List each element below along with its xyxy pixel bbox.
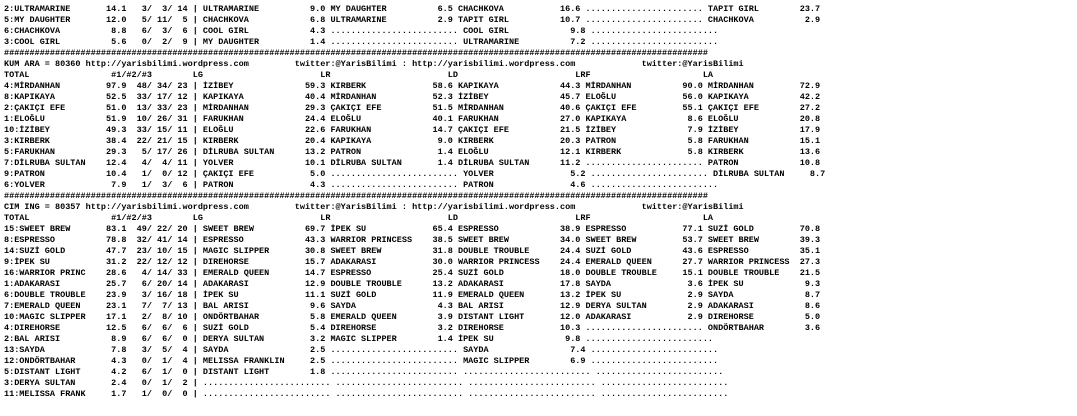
- report-line: 9:İPEK SU 31.2 22/ 12/ 12 | DIREHORSE 15.7 ADAKARASI 30.0 WARRIOR PRINCESS 24.4 EMERALD QUEEN 27.7 WARRIOR PRINCESS 27.3: [4, 257, 821, 267]
- report-line: 6:YOLVER 7.9 1/ 3/ 6 | PATRON 4.3 ......................... PATRON 4.6 .........................: [4, 180, 719, 190]
- report-line: 13:SAYDA 7.8 3/ 5/ 4 | SAYDA 2.5 ......................... SAYDA 7.4 .........................: [4, 345, 719, 355]
- report-line: 2:ÇAKIÇI EFE 51.0 13/ 33/ 23 | MİRDANHAN 29.3 ÇAKIÇI EFE 51.5 MİRDANHAN 40.6 ÇAKIÇI EFE 55.1 ÇAKIÇI EFE 27.2: [4, 103, 821, 113]
- report-line: 14:SUZİ GOLD 47.7 23/ 10/ 15 | MAGIC SLIPPER 30.8 SWEET BREW 31.8 DOUBLE TROUBLE 24.4 SUZİ GOLD 43.6 ESPRESSO 35.1: [4, 246, 821, 256]
- report-line: 10:İZİBEY 49.3 33/ 15/ 11 | ELOĞLU 22.6 FARUKHAN 14.7 ÇAKIÇI EFE 21.5 İZİBEY 7.9 İZİBEY 17.9: [4, 125, 821, 135]
- report-line: 5:MY DAUGHTER 12.0 5/ 11/ 5 | CHACHKOVA 6.8 ULTRAMARINE 2.9 TAPIT GIRL 10.7 ....................... CHACHKOVA 2.9: [4, 15, 821, 25]
- report-line: 4:DIREHORSE 12.5 6/ 6/ 6 | SUZİ GOLD 5.4 DIREHORSE 3.2 DIREHORSE 10.3 ....................... ONDÖRTBAHAR 3.6: [4, 323, 821, 333]
- report-line: TOTAL #1/#2/#3 LG LR LD LRF LA: [4, 70, 714, 80]
- separator-line: ##########################################################################################################################################: [4, 48, 708, 58]
- report-line: 4:MİRDANHAN 97.9 48/ 34/ 23 | İZİBEY 59.3 KIRBERK 58.6 KAPIKAYA 44.3 MİRDANHAN 90.0 MİRDANHAN 72.9: [4, 81, 821, 91]
- report-line: 15:SWEET BREW 83.1 49/ 22/ 20 | SWEET BREW 69.7 İPEK SU 65.4 ESPRESSO 38.9 ESPRESSO 77.1 SUZİ GOLD 70.8: [4, 224, 821, 234]
- report-line: 3:KIRBERK 38.4 22/ 21/ 15 | KIRBERK 20.4 KAPIKAYA 9.0 KIRBERK 20.3 PATRON 5.8 FARUKHAN 15.1: [4, 136, 821, 146]
- report-line: 8:ESPRESSO 78.8 32/ 41/ 14 | ESPRESSO 43.3 WARRIOR PRINCESS 38.5 SWEET BREW 34.0 SWEET BREW 53.7 SWEET BREW 39.3: [4, 235, 821, 245]
- report-line: 7:EMERALD QUEEN 23.1 7/ 7/ 13 | BAL ARISI 9.6 SAYDA 4.3 BAL ARISI 12.9 DERYA SULTAN 2.9 ADAKARASI 8.6: [4, 301, 821, 311]
- report-line: 5:FARUKHAN 29.3 5/ 17/ 26 | DİLRUBA SULTAN 13.2 PATRON 1.4 ELOĞLU 12.1 KIRBERK 5.8 KIRBERK 13.6: [4, 147, 821, 157]
- report-line: TOTAL #1/#2/#3 LG LR LD LRF LA: [4, 213, 714, 223]
- report-line: 5:DISTANT LIGHT 4.2 6/ 1/ 0 | DISTANT LIGHT 1.8 ......................... ......................... .........................: [4, 367, 724, 377]
- report-line: 2:ULTRAMARINE 14.1 3/ 3/ 14 | ULTRAMARINE 9.0 MY DAUGHTER 6.5 CHACHKOVA 16.6 ....................... TAPIT GIRL 23.7: [4, 4, 821, 14]
- report-line: 6:CHACHKOVA 8.8 6/ 3/ 6 | COOL GIRL 4.3 ......................... COOL GIRL 9.8 .........................: [4, 26, 719, 36]
- report-line: 1:ADAKARASI 25.7 6/ 20/ 14 | ADAKARASI 12.9 DOUBLE TROUBLE 13.2 ADAKARASI 17.8 SAYDA 3.6 İPEK SU 9.3: [4, 279, 821, 289]
- separator-line: ##########################################################################################################################################: [4, 191, 708, 201]
- report-line: KUM ARA = 80360 http://yarisbilimi.wordpress.com twitter:@YarisBilimi : http://yarisbilimi.wordpress.com twitter:@YarisBilimi: [4, 59, 744, 69]
- report-line: 3:DERYA SULTAN 2.4 0/ 1/ 2 | ......................... ......................... ......................... .........................: [4, 378, 729, 388]
- report-line: 16:WARRIOR PRINC 28.6 4/ 14/ 33 | EMERALD QUEEN 14.7 ESPRESSO 25.4 SUZİ GOLD 18.0 DOUBLE TROUBLE 15.1 DOUBLE TROUBLE 21.5: [4, 268, 821, 278]
- report-line: 3:COOL GIRL 5.6 0/ 2/ 9 | MY DAUGHTER 1.4 ......................... ULTRAMARINE 7.2 .........................: [4, 37, 719, 47]
- report-line: 11:MELISSA FRANK 1.7 1/ 0/ 0 | ......................... ......................... ......................... .........................: [4, 389, 729, 399]
- report-line: 12:ONDÖRTBAHAR 4.3 0/ 1/ 4 | MELISSA FRANKLIN 2.5 ......................... MAGIC SLIPPER 6.9 .........................: [4, 356, 719, 366]
- report-line: 7:DİLRUBA SULTAN 12.4 4/ 4/ 11 | YOLVER 10.1 DİLRUBA SULTAN 1.4 DİLRUBA SULTAN 11.2 ....................... PATRON 10.8: [4, 158, 821, 168]
- race-statistics-text: [4, 4, 1077, 400]
- report-line: CIM ING = 80357 http://yarisbilimi.wordpress.com twitter:@YarisBilimi : http://yarisbilimi.wordpress.com twitter:@YarisBilimi: [4, 202, 744, 212]
- report-line: 6:DOUBLE TROUBLE 23.9 3/ 16/ 18 | İPEK SU 11.1 SUZİ GOLD 11.9 EMERALD QUEEN 13.2 İPEK SU 2.9 SAYDA 8.7: [4, 290, 821, 300]
- report-line: 1:ELOĞLU 51.9 10/ 26/ 31 | FARUKHAN 24.4 ELOĞLU 40.1 FARUKHAN 27.0 KAPIKAYA 8.6 ELOĞLU 20.8: [4, 114, 821, 124]
- report-line: 10:MAGIC SLIPPER 17.1 2/ 8/ 10 | ONDÖRTBAHAR 5.8 EMERALD QUEEN 3.9 DISTANT LIGHT 12.0 ADAKARASI 2.9 DIREHORSE 5.0: [4, 312, 821, 322]
- report-line: 8:KAPIKAYA 52.5 33/ 17/ 12 | KAPIKAYA 40.4 MİRDANHAN 52.3 İZİBEY 45.7 ELOĞLU 56.0 KAPIKAYA 42.2: [4, 92, 821, 102]
- report-line: 2:BAL ARISI 8.9 6/ 6/ 0 | DERYA SULTAN 3.2 MAGIC SLIPPER 1.4 İPEK SU 9.8 .........................: [4, 334, 714, 344]
- report-line: 9:PATRON 10.4 1/ 0/ 12 | ÇAKIÇI EFE 5.0 ......................... YOLVER 5.2 ....................... DİLRUBA SULTAN 8.7: [4, 169, 826, 179]
